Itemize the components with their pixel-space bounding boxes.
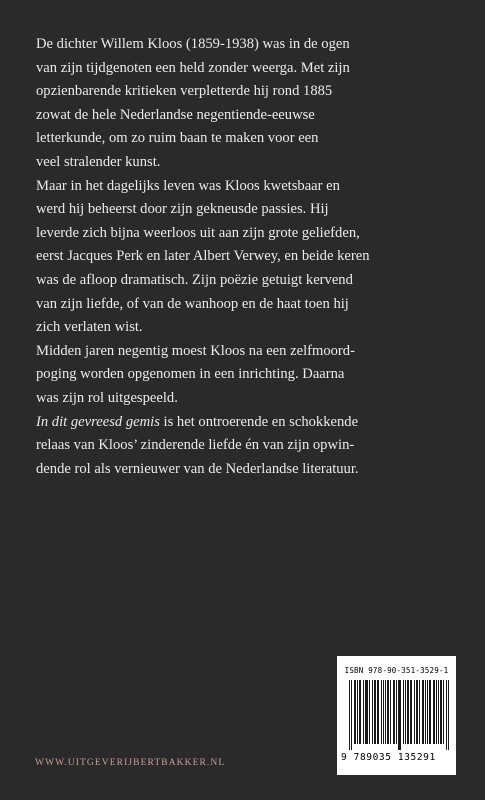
barcode-bar [354, 680, 355, 744]
barcode-bar [400, 680, 401, 750]
blurb-line: van zijn tijdgenoten een held zonder weerga. Met zijn [36, 59, 350, 76]
barcode-bar [357, 680, 358, 744]
barcode-bar [366, 680, 367, 744]
blurb-paragraph-1 [36, 33, 466, 175]
barcode-bar [372, 680, 373, 744]
blurb-text [36, 33, 466, 481]
barcode-bar [407, 680, 408, 744]
barcode-bar [349, 680, 350, 750]
barcode-bar [422, 680, 423, 744]
barcode-bars [349, 680, 449, 750]
barcode-bar [425, 680, 426, 744]
blurb-paragraph-3 [36, 340, 466, 411]
blurb-line: opzienbarende kritieken verpletterde hij rond 1885 [36, 83, 333, 100]
barcode-bar [375, 680, 376, 744]
blurb-line: zowat de hele Nederlandse negentiende-eeuwse [36, 106, 315, 123]
barcode-bar [351, 680, 352, 750]
blurb-paragraph-4 [36, 411, 466, 482]
barcode-bar [448, 680, 449, 750]
barcode-bar [377, 680, 378, 744]
blurb-line [36, 411, 466, 435]
blurb-line: poging worden opgenomen in een inrichting. Daarna [36, 366, 345, 383]
blurb-line: De dichter Willem Kloos (1859-1938) was in de ogen [36, 36, 350, 52]
barcode-bar [436, 680, 437, 744]
publisher-website: WWW.UITGEVERIJBERTBAKKER.NL [35, 758, 226, 768]
barcode-bar [408, 680, 409, 744]
barcode-bar [414, 680, 415, 744]
barcode-bar [440, 680, 441, 744]
barcode-bar [423, 680, 424, 744]
isbn-label: ISBN 978-90-351-3529-1 [344, 666, 449, 675]
barcode-bar [378, 680, 379, 744]
blurb-line: van zijn liefde, of van de wanhoop en de haat toen hij [36, 295, 349, 312]
barcode-bar [396, 680, 397, 744]
barcode-bar [385, 680, 386, 744]
barcode-bar [360, 680, 361, 744]
barcode-bar [419, 680, 420, 744]
barcode-bar [443, 680, 444, 744]
barcode-bar [383, 680, 384, 744]
barcode-bar [405, 680, 406, 744]
barcode-bar [381, 680, 382, 744]
barcode-bar [388, 680, 389, 744]
blurb-line: Midden jaren negentig moest Kloos na een zelfmoord- [36, 342, 355, 359]
barcode-bar [417, 680, 418, 744]
blurb-line: was de afloop dramatisch. Zijn poëzie getuigt kervend [36, 271, 353, 288]
barcode-bar [355, 680, 356, 744]
blurb-line: Maar in het dagelijks leven was Kloos kwetsbaar en [36, 177, 340, 194]
barcode-bar [434, 680, 435, 744]
blurb-line: leverde zich bijna weerloos uit aan zijn grote geliefden, [36, 224, 360, 241]
blurb-line: was zijn rol uitgespeeld. [36, 389, 178, 406]
barcode-bar [363, 680, 364, 744]
barcode-bar [367, 680, 368, 744]
barcode-bar [394, 680, 395, 744]
barcode-bar [411, 680, 412, 744]
barcode-bar [387, 680, 388, 744]
blurb-line: werd hij beheerst door zijn gekneusde passies. Hij [36, 201, 329, 218]
barcode-digits: 9 789035 135291 [341, 752, 436, 763]
barcode-bar [446, 680, 447, 750]
barcode-bar [398, 680, 399, 750]
barcode-bar [416, 680, 417, 744]
barcode-bar [365, 680, 366, 744]
barcode-bar [410, 680, 411, 744]
blurb-line-rest: is het ontroerende en schokkende [159, 413, 359, 430]
barcode-bar [427, 680, 428, 744]
barcode-bar [390, 680, 391, 744]
blurb-line: letterkunde, om zo ruim baan te maken voor een [36, 130, 319, 147]
barcode-bar [369, 680, 370, 744]
barcode-bar [438, 680, 439, 744]
barcode-bar [399, 680, 400, 750]
barcode-bar [433, 680, 434, 744]
barcode-bar [374, 680, 375, 744]
blurb-line: dende rol als vernieuwer van de Nederlandse literatuur. [36, 460, 359, 477]
book-title: In dit gevreesd gemis [36, 413, 160, 430]
blurb-line: relaas van Kloos’ zinderende liefde én van zijn opwin- [36, 437, 355, 454]
barcode-bar [393, 680, 394, 744]
blurb-line: zich verlaten wist. [36, 319, 143, 336]
barcode-bar [429, 680, 430, 744]
barcode-bar [430, 680, 431, 744]
blurb-line: eerst Jacques Perk en later Albert Verwey, en beide keren [36, 248, 370, 265]
barcode-bar [359, 680, 360, 744]
barcode-bar [441, 680, 442, 744]
barcode-bar [403, 680, 404, 744]
blurb-paragraph-2 [36, 175, 466, 340]
barcode [337, 656, 456, 775]
blurb-line: veel stralender kunst. [36, 153, 161, 170]
